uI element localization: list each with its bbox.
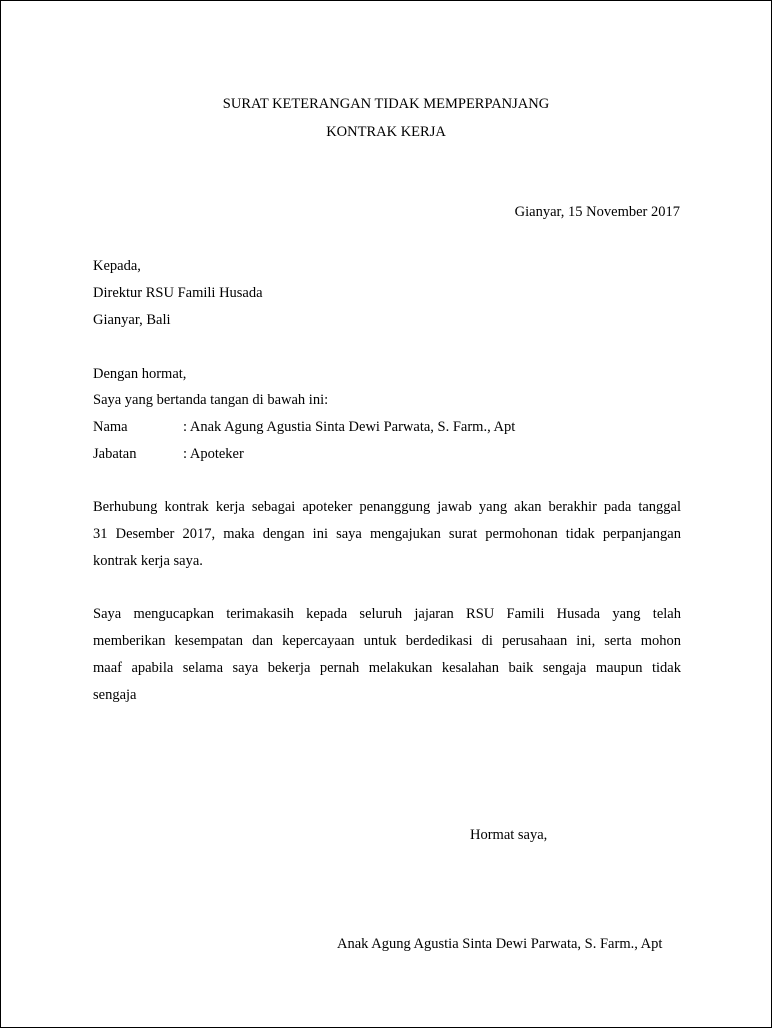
- paragraph-2-line-4: sengaja: [93, 687, 137, 703]
- field-label: Nama: [93, 419, 128, 435]
- signature-name: Anak Agung Agustia Sinta Dewi Parwata, S. Farm., Apt: [337, 936, 663, 952]
- greeting: Dengan hormat,: [93, 366, 187, 382]
- recipient-name: Direktur RSU Famili Husada: [93, 285, 263, 301]
- intro-text: Saya yang bertanda tangan di bawah ini:: [93, 392, 329, 408]
- closing: Hormat saya,: [470, 827, 548, 843]
- paragraph-1-line-1: Berhubung kontrak kerja sebagai apoteker penanggung jawab yang akan berakhir pada tanggal: [93, 499, 681, 515]
- paragraph-2-line-3: maaf apabila selama saya bekerja pernah melakukan kesalahan baik sengaja maupun tidak: [93, 660, 681, 676]
- recipient-place: Gianyar, Bali: [93, 312, 171, 328]
- field-value: : Apoteker: [183, 446, 244, 462]
- field-value: : Anak Agung Agustia Sinta Dewi Parwata, S. Farm., Apt: [183, 419, 516, 435]
- letter-title-line-1: SURAT KETERANGAN TIDAK MEMPERPANJANG: [222, 96, 550, 112]
- recipient-salutation: Kepada,: [93, 258, 141, 274]
- field-row-nama: [93, 418, 515, 436]
- paragraph-2-line-1: Saya mengucapkan terimakasih kepada seluruh jajaran RSU Famili Husada yang telah: [93, 606, 681, 622]
- paragraph-1-line-2: 31 Desember 2017, maka dengan ini saya mengajukan surat permohonan tidak perpanjangan: [93, 526, 681, 542]
- letter-title-line-2: KONTRAK KERJA: [326, 124, 446, 140]
- paragraph-2-line-2: memberikan kesempatan dan kepercayaan untuk berdedikasi di perusahaan ini, serta mohon: [93, 633, 681, 649]
- letter-date: Gianyar, 15 November 2017: [514, 204, 680, 220]
- field-label: Jabatan: [93, 446, 137, 462]
- field-row-jabatan: [93, 445, 244, 463]
- paragraph-1-line-3: kontrak kerja saya.: [93, 553, 203, 569]
